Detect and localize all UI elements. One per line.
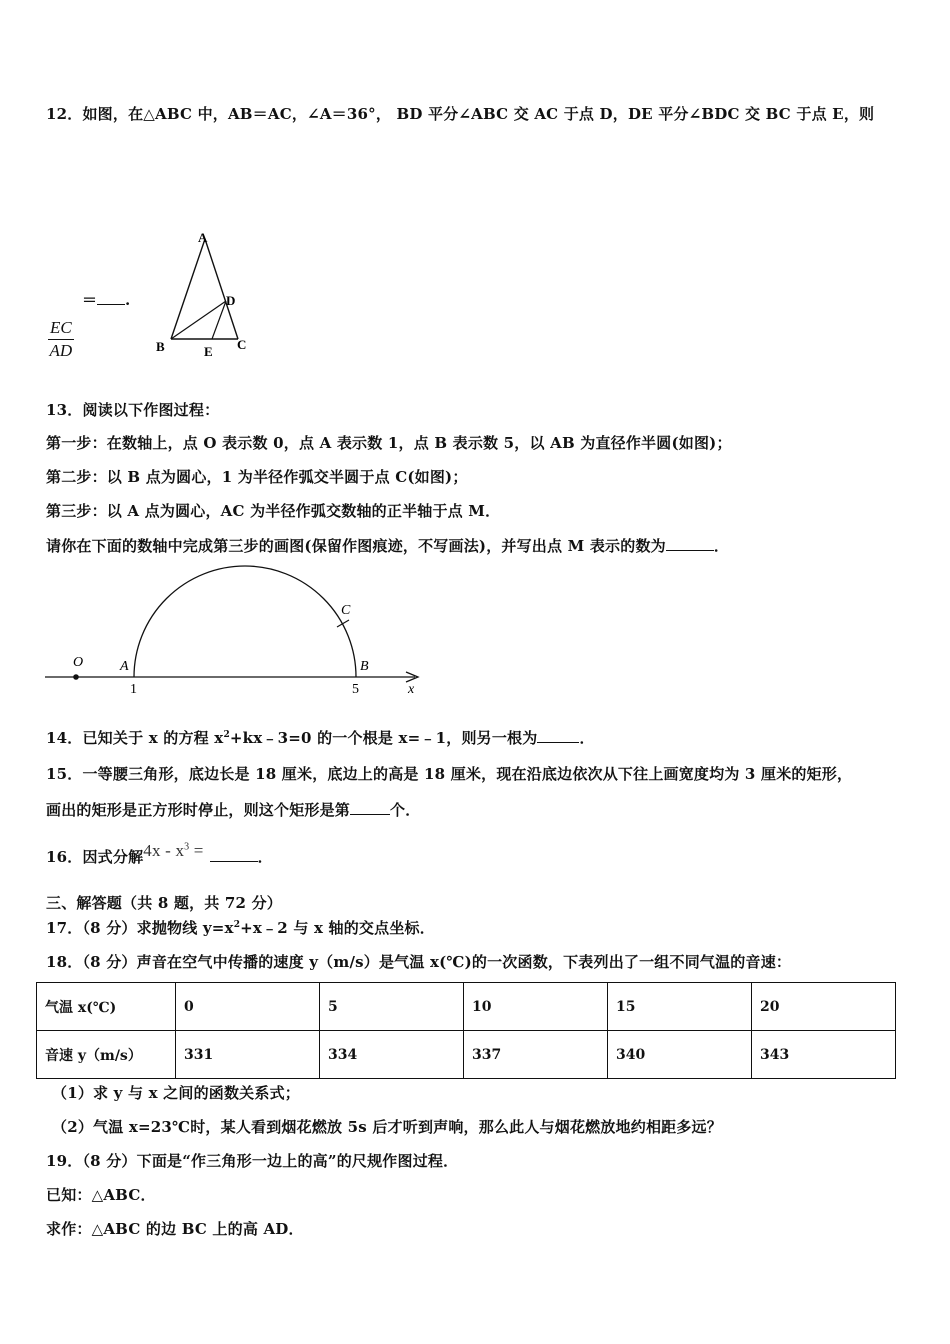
q16-expression	[143, 841, 203, 860]
segment-de	[212, 301, 226, 339]
label-c: C	[341, 603, 351, 618]
table-cell: 气温 x(℃)	[37, 983, 176, 1031]
fraction-denominator: AD	[49, 341, 73, 360]
point-o	[73, 674, 79, 680]
label-o: O	[73, 655, 84, 670]
q17-pre: 17．（8 分）求抛物线 y=x	[46, 919, 234, 937]
q14-post: +kx﹣3=0 的一个根是 x=﹣1，则另一根为	[229, 729, 538, 747]
q16-answer-blank[interactable]	[210, 860, 258, 862]
side-ab	[171, 239, 205, 339]
label-b: B	[360, 659, 369, 674]
q16-expr-a: 4x - x	[143, 841, 185, 860]
table-cell: 音速 y（m/s）	[37, 1031, 176, 1079]
triangle-figure	[150, 225, 260, 365]
q17-post: +x﹣2 与 x 轴的交点坐标．	[240, 919, 435, 937]
q13-title: 13．阅读以下作图过程：	[46, 401, 220, 419]
q12-equals: ＝	[82, 291, 98, 309]
label-x: x	[408, 682, 415, 697]
q13-step3: 第三步：以 A 点为圆心，AC 为半径作弧交数轴的正半轴于点 M．	[46, 502, 501, 520]
side-ac	[205, 239, 238, 339]
q16-pre: 16．因式分解	[46, 848, 144, 866]
table-cell: 340	[608, 1031, 752, 1079]
semicircle-ab	[134, 566, 356, 677]
table-cell: 20	[752, 983, 896, 1031]
q12-fraction	[48, 318, 74, 361]
q16-end: ．	[257, 848, 273, 866]
q15-line1: 15．一等腰三角形，底边长是 18 厘米，底边上的高是 18 厘米，现在沿底边依次从下往上画宽度均为 3 厘米的矩形，	[46, 765, 853, 783]
q12-answer-blank[interactable]	[97, 303, 125, 305]
q18-part2: （2）气温 x=23℃时，某人看到烟花燃放 5s 后才听到声响，那么此人与烟花燃放地约相距多远？	[52, 1118, 722, 1136]
q18-text: 18．（8 分）声音在空气中传播的速度 y（m/s）是气温 x(℃)的一次函数，下表列出了一组不同气温的音速：	[46, 953, 792, 971]
tick-label-5: 5	[352, 682, 359, 697]
q16-expr-eq: =	[189, 841, 204, 860]
q14-answer-blank[interactable]	[537, 741, 579, 743]
tick-label-1: 1	[130, 682, 137, 697]
q13-end: ．	[713, 537, 730, 555]
q14	[46, 727, 595, 748]
table-cell: 15	[608, 983, 752, 1031]
q15-line2	[46, 799, 420, 820]
q19-text: 19．（8 分）下面是“作三角形一边上的高”的尺规作图过程．	[46, 1152, 459, 1170]
q13-step1: 第一步：在数轴上，点 O 表示数 0，点 A 表示数 1，点 B 表示数 5，以 AB 为直径作半圆(如图)；	[46, 434, 732, 452]
q14-sup: 2	[223, 730, 230, 740]
label-e: E	[204, 344, 213, 359]
q12-text: 12．如图，在△ABC 中，AB＝AC，∠A＝36°， BD 平分∠ABC 交 AC 于点 D，DE 平分∠BDC 交 BC 于点 E，则	[46, 105, 875, 123]
q19-find: 求作：△ABC 的边 BC 上的高 AD．	[46, 1220, 304, 1238]
table-cell: 334	[320, 1031, 464, 1079]
q13-task	[46, 535, 729, 556]
q12-end: .	[125, 291, 131, 309]
q17-sup: 2	[233, 920, 241, 930]
q17	[46, 917, 435, 938]
q14-pre: 14．已知关于 x 的方程 x	[46, 729, 224, 747]
q12-answer	[82, 289, 130, 310]
section-title: 三、解答题（共 8 题，共 72 分）	[46, 894, 283, 912]
table-cell: 0	[176, 983, 320, 1031]
q16-expr-sup: 3	[184, 841, 190, 853]
q15-answer-blank[interactable]	[350, 813, 390, 815]
q13-answer-blank[interactable]	[666, 549, 714, 551]
q15-line2-pre: 画出的矩形是正方形时停止，则这个矩形是第	[46, 801, 351, 819]
q19-known: 已知：△ABC．	[46, 1186, 156, 1204]
table-row	[37, 983, 896, 1031]
label-c: C	[237, 337, 247, 352]
label-a: A	[198, 230, 208, 245]
label-a: A	[120, 659, 129, 674]
label-d: D	[226, 293, 236, 308]
fraction-numerator: EC	[48, 318, 74, 340]
q18-part1: （1）求 y 与 x 之间的函数关系式；	[52, 1084, 300, 1102]
table-cell: 5	[320, 983, 464, 1031]
table-cell: 343	[752, 1031, 896, 1079]
number-line-figure	[40, 560, 440, 700]
q14-end: ．	[579, 729, 595, 747]
label-b: B	[156, 339, 165, 354]
table-cell: 337	[464, 1031, 608, 1079]
segment-bd	[171, 301, 226, 339]
table-cell: 331	[176, 1031, 320, 1079]
q13-step2: 第二步：以 B 点为圆心，1 为半径作弧交半圆于点 C(如图)；	[46, 468, 468, 486]
q15-line2-post: 个．	[390, 801, 421, 819]
speed-table	[36, 982, 896, 1079]
q16	[46, 841, 273, 867]
table-row	[37, 1031, 896, 1079]
table-cell: 10	[464, 983, 608, 1031]
q13-task-text: 请你在下面的数轴中完成第三步的画图(保留作图痕迹，不写画法)，并写出点 M 表示的数为	[46, 537, 666, 555]
